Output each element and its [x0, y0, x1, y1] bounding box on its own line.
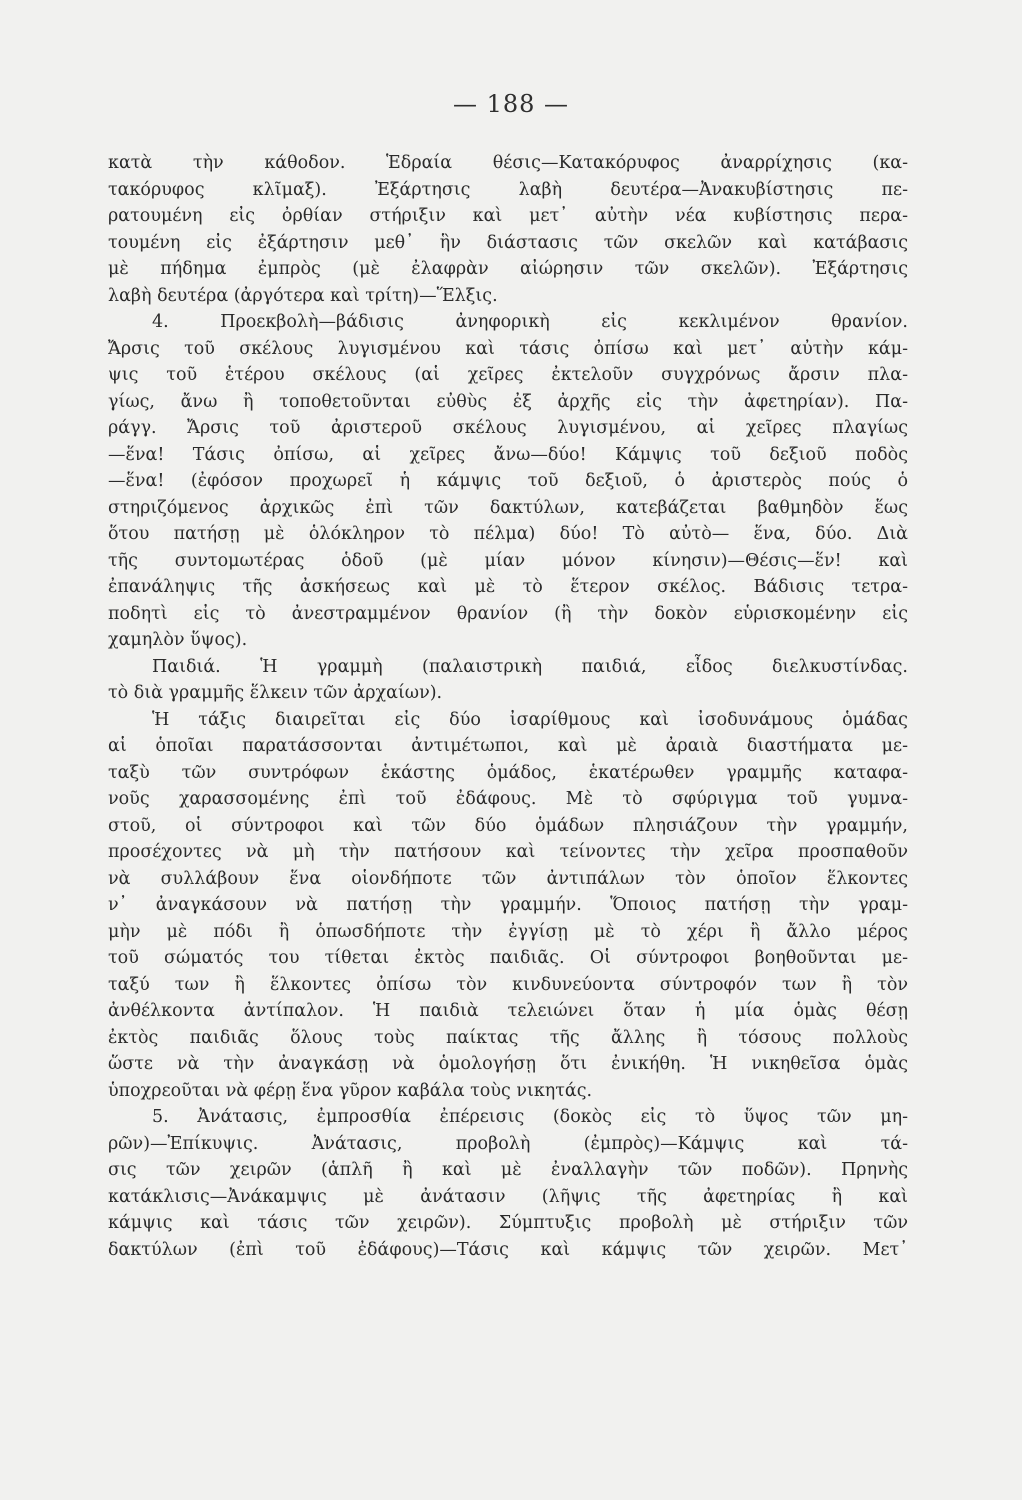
text-line: ταξὺ τῶν συντρόφων ἑκάστης ὁμάδος, ἑκατέρωθεν γραμμῆς καταφα- [108, 762, 908, 783]
text-line: 5. Ἀνάτασις, ἐμπροσθία ἐπέρεισις (δοκὸς εἰς τὸ ὕψος τῶν μη- [152, 1107, 908, 1127]
text-line: δακτύλων (ἐπὶ τοῦ ἐδάφους)—Τάσις καὶ κάμψις τῶν χειρῶν. Μετ᾽ [108, 1239, 908, 1260]
text-line: χαμηλὸν ὕψος). [108, 630, 248, 650]
text-line: λαβὴ δευτέρα (ἀργότερα καὶ τρίτη)—Ἕλξις. [108, 285, 498, 306]
text-line: ταξύ των ἢ ἕλκοντες ὀπίσω τὸν κινδυνεύοντα σύντροφόν των ἢ τὸν [108, 974, 908, 995]
page-number: — 188 — [452, 90, 570, 118]
text-line: ὥστε νὰ τὴν ἀναγκάσῃ νὰ ὁμολογήσῃ ὅτι ἐνικήθη. Ἡ νικηθεῖσα ὁμὰς [108, 1054, 908, 1074]
text-line: ράγγ. Ἄρσις τοῦ ἀριστεροῦ σκέλους λυγισμένου, αἱ χεῖρες πλαγίως [108, 418, 908, 438]
text-line: σις τῶν χειρῶν (ἁπλῆ ἢ καὶ μὲ ἐναλλαγὴν τῶν ποδῶν). Πρηνὴς [108, 1160, 908, 1180]
text-line: ρατουμένη εἰς ὀρθίαν στήριξιν καὶ μετ᾽ αὐτὴν νέα κυβίστησις περα- [108, 206, 908, 226]
text-line: ἀνθέλκοντα ἀντίπαλον. Ἡ παιδιὰ τελειώνει ὅταν ἡ μία ὁμὰς θέσῃ [108, 1001, 908, 1021]
text-line: τουμένη εἰς ἐξάρτησιν μεθ᾽ ἣν διάστασις τῶν σκελῶν καὶ κατάβασις [108, 232, 908, 253]
body-text [108, 150, 908, 1263]
text-line: κάμψις καὶ τάσις τῶν χειρῶν). Σύμπτυξις προβολὴ μὲ στήριξιν τῶν [108, 1213, 908, 1233]
text-line: στηριζόμενος ἀρχικῶς ἐπὶ τῶν δακτύλων, κατεβάζεται βαθμηδὸν ἕως [108, 497, 908, 518]
text-line: τακόρυφος κλῖμαξ). Ἐξάρτησις λαβὴ δευτέρα—Ἀνακυβίστησις πε- [108, 179, 908, 200]
text-line: μὲ πήδημα ἐμπρὸς (μὲ ἐλαφρὰν αἰώρησιν τῶν σκελῶν). Ἐξάρτησις [108, 259, 908, 279]
text-line: γίως, ἄνω ἢ τοποθετοῦνται εὐθὺς ἐξ ἀρχῆς εἰς τὴν ἀφετηρίαν). Πα- [108, 391, 908, 412]
text-line: προσέχοντες νὰ μὴ τὴν πατήσουν καὶ τείνοντες τὴν χεῖρα προσπαθοῦν [108, 842, 908, 862]
text-line: κατὰ τὴν κάθοδον. Ἑδραία θέσις—Κατακόρυφος ἀναρρίχησις (κα- [108, 153, 908, 173]
text-line: ὅτου πατήσῃ μὲ ὁλόκληρον τὸ πέλμα) δύο! Τὸ αὐτὸ— ἕνα, δύο. Διὰ [108, 524, 908, 544]
text-line: τῆς συντομωτέρας ὁδοῦ (μὲ μίαν μόνον κίνησιν)—Θέσις—ἕν! καὶ [108, 550, 908, 571]
text-line: Ἄρσις τοῦ σκέλους λυγισμένου καὶ τάσις ὀπίσω καὶ μετ᾽ αὐτὴν κάμ- [108, 338, 908, 359]
text-line: ἐπανάληψις τῆς ἀσκήσεως καὶ μὲ τὸ ἕτερον σκέλος. Βάδισις τετρα- [108, 577, 908, 597]
text-line: τὸ διὰ γραμμῆς ἕλκειν τῶν ἀρχαίων). [108, 683, 443, 703]
text-line: νὰ συλλάβουν ἕνα οἱονδήποτε τῶν ἀντιπάλων τὸν ὁποῖον ἕλκοντες [108, 868, 908, 889]
text-line: Παιδιά. Ἡ γραμμὴ (παλαιστρικὴ παιδιά, εἶδος διελκυστίνδας. [152, 656, 908, 677]
text-line: ρῶν)—Ἐπίκυψις. Ἀνάτασις, προβολὴ (ἐμπρὸς)—Κάμψις καὶ τά- [108, 1133, 908, 1154]
text-line: ψις τοῦ ἑτέρου σκέλους (αἱ χεῖρες ἐκτελοῦν συγχρόνως ἄρσιν πλα- [108, 365, 908, 385]
text-line: νοῦς χαρασσομένης ἐπὶ τοῦ ἐδάφους. Μὲ τὸ σφύριγμα τοῦ γυμνα- [108, 789, 908, 809]
text-line: τοῦ σώματός του τίθεται ἐκτὸς παιδιᾶς. Οἱ σύντροφοι βοηθοῦνται με- [108, 948, 908, 968]
text-line: ἐκτὸς παιδιᾶς ὅλους τοὺς παίκτας τῆς ἄλλης ἢ τόσους πολλοὺς [108, 1027, 908, 1048]
text-line: μὴν μὲ πόδι ἢ ὁπωσδήποτε τὴν ἐγγίσῃ μὲ τὸ χέρι ἢ ἄλλο μέρος [108, 921, 908, 942]
text-line: Ἡ τάξις διαιρεῖται εἰς δύο ἰσαρίθμους καὶ ἰσοδυνάμους ὁμάδας [152, 709, 908, 730]
text-line: στοῦ, οἱ σύντροφοι καὶ τῶν δύο ὁμάδων πλησιάζουν τὴν γραμμήν, [108, 815, 908, 836]
text-line: ποδητὶ εἰς τὸ ἀνεστραμμένον θρανίον (ἢ τὴν δοκὸν εὑρισκομένην εἰς [108, 603, 908, 624]
text-line: ν᾽ ἀναγκάσουν νὰ πατήσῃ τὴν γραμμήν. Ὅποιος πατήσῃ τὴν γραμ- [108, 895, 908, 915]
text-line: ὑποχρεοῦται νὰ φέρῃ ἕνα γῦρον καβάλα τοὺς νικητάς. [108, 1080, 593, 1101]
text-line: —ἕνα! Τάσις ὀπίσω, αἱ χεῖρες ἄνω—δύο! Κάμψις τοῦ δεξιοῦ ποδὸς [108, 444, 908, 465]
text-line: 4. Προεκβολὴ—βάδισις ἀνηφορικὴ εἰς κεκλιμένον θρανίον. [152, 312, 908, 332]
text-line: αἱ ὁποῖαι παρατάσσονται ἀντιμέτωποι, καὶ μὲ ἀραιὰ διαστήματα με- [108, 736, 908, 756]
text-line: —ἕνα! (ἐφόσον προχωρεῖ ἡ κάμψις τοῦ δεξιοῦ, ὁ ἀριστερὸς πούς ὁ [108, 471, 908, 491]
text-line: κατάκλισις—Ἀνάκαμψις μὲ ἀνάτασιν (λῆψις τῆς ἀφετηρίας ἢ καὶ [108, 1186, 908, 1207]
